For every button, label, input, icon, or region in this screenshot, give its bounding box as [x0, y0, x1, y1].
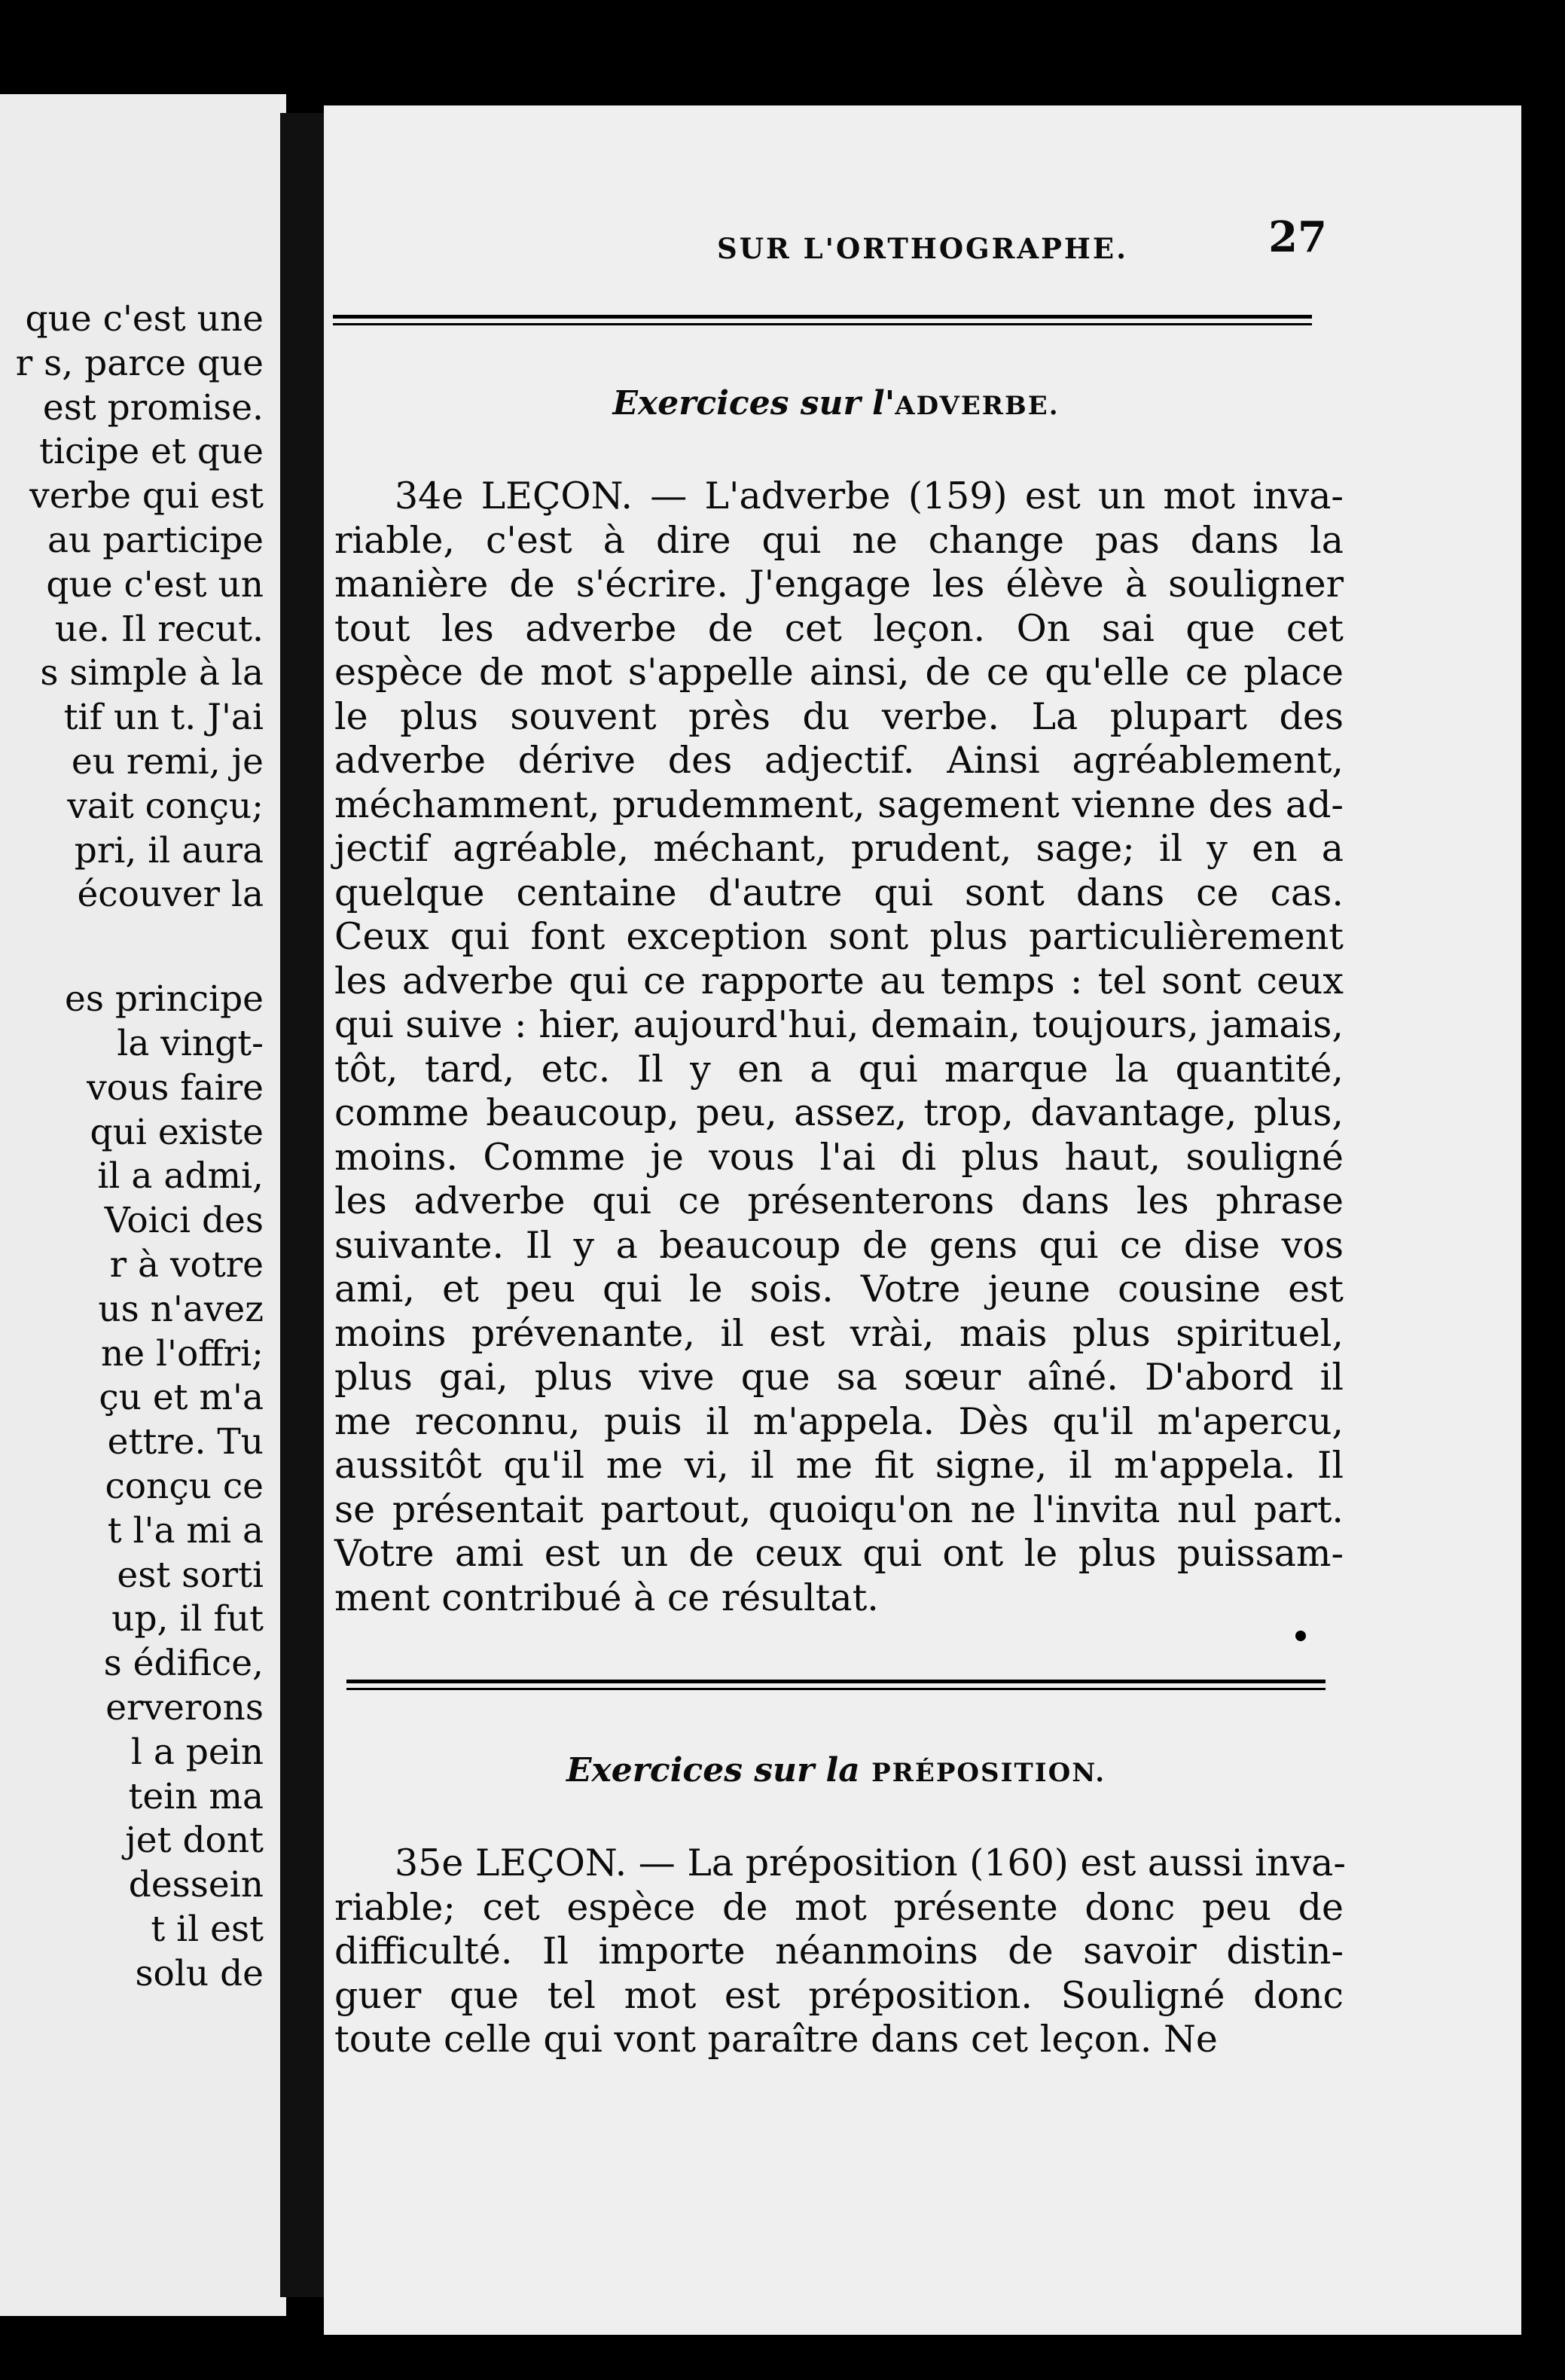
left-page-line: ticipe et que	[39, 431, 264, 473]
lesson-34-line: jectif agréable, méchant, prudent, sage; il y en a	[334, 827, 1344, 870]
lesson-35-line: difficulté. Il importe néanmoins de savoir distin-	[334, 1930, 1344, 1973]
left-page-line: qui existe	[90, 1111, 264, 1153]
lesson-35-line: guer que tel mot est préposition. Souligné donc	[334, 1973, 1344, 2017]
lesson-34-line: méchamment, prudemment, sagement vienne des ad-	[334, 783, 1344, 826]
lesson-34-text	[334, 474, 1344, 1620]
left-page-line: vous faire	[87, 1066, 264, 1109]
left-page-line: l a pein	[130, 1731, 264, 1773]
left-page-line: eu remi, je	[71, 740, 264, 783]
lesson-34-line: se présentait partout, quoiqu'on ne l'invita nul part.	[334, 1488, 1344, 1531]
left-page-line: au participe	[47, 519, 264, 561]
lesson-34-line: le plus souvent près du verbe. La plupart des	[334, 694, 1344, 738]
section-title-adverbe-prefix: Exercices sur l'	[612, 384, 895, 423]
lesson-34-line: moins. Comme je vous l'ai di plus haut, souligné	[334, 1135, 1344, 1179]
left-page-line: que c'est un	[46, 563, 264, 606]
section-title-preposition	[324, 1751, 1348, 1790]
left-page-line: r à votre	[109, 1243, 264, 1286]
left-page-line: s simple à la	[40, 652, 264, 694]
left-page-line: est sorti	[117, 1554, 264, 1596]
section-title-adverbe	[324, 384, 1348, 423]
section-title-adverbe-smallcaps: ADVERBE.	[895, 391, 1060, 421]
left-page-line: tein ma	[128, 1775, 264, 1817]
section-title-preposition-prefix: Exercices sur la	[566, 1751, 872, 1790]
lesson-34-line: moins prévenante, il est vrài, mais plus spirituel,	[334, 1311, 1344, 1355]
lesson-34-line: 34e LEÇON. — L'adverbe (159) est un mot inva-	[395, 474, 1344, 517]
left-page-line: up, il fut	[111, 1598, 264, 1640]
section-rule	[346, 1680, 1326, 1690]
lesson-34-line: tôt, tard, etc. Il y en a qui marque la quantité,	[334, 1047, 1344, 1091]
left-page-line: t il est	[151, 1908, 264, 1950]
lesson-34-line: Votre ami est un de ceux qui ont le plus puissam-	[334, 1532, 1344, 1575]
left-page-line: çu et m'a	[99, 1377, 264, 1419]
left-page-line: que c'est une	[25, 298, 264, 340]
lesson-34-line: espèce de mot s'appelle ainsi, de ce qu'elle ce place	[334, 651, 1344, 694]
left-page-line: dessein	[128, 1864, 264, 1906]
left-page-line: verbe qui est	[29, 475, 264, 517]
left-page-line: jet dont	[125, 1820, 264, 1862]
header-rule	[333, 315, 1312, 325]
page-number: 27	[1268, 212, 1327, 262]
lesson-34-line: plus gai, plus vive que sa sœur aîné. D'abord il	[334, 1356, 1344, 1399]
left-page-line	[8, 917, 264, 978]
ink-dot	[1295, 1631, 1306, 1641]
lesson-34-line: Ceux qui font exception sont plus particulièrement	[334, 915, 1344, 958]
lesson-34-line: qui suive : hier, aujourd'hui, demain, toujours, jamais,	[334, 1003, 1344, 1046]
lesson-35-line: 35e LEÇON. — La préposition (160) est aussi inva-	[395, 1841, 1346, 1884]
lesson-34-line: riable, c'est à dire qui ne change pas dans la	[334, 518, 1344, 562]
lesson-34-line: quelque centaine d'autre qui sont dans ce cas.	[334, 871, 1344, 914]
left-page-line: ne l'offri;	[101, 1332, 264, 1375]
section-title-preposition-smallcaps: PRÉPOSITION.	[871, 1758, 1106, 1788]
left-page-line: écouver la	[77, 874, 264, 916]
left-facing-page	[0, 94, 286, 2316]
lesson-34-line: les adverbe qui ce présenterons dans les phrase	[334, 1179, 1344, 1222]
left-page-line: tif un t. J'ai	[63, 697, 264, 739]
left-page-line: s édifice,	[103, 1643, 264, 1685]
left-page-line: ue. Il recut.	[54, 608, 264, 650]
left-page-line: Voici des	[104, 1200, 264, 1242]
lesson-35-text	[334, 1841, 1344, 2062]
left-page-line: t l'a mi a	[107, 1509, 264, 1552]
lesson-35-line: toute celle qui vont paraître dans cet leçon. Ne	[334, 2018, 1218, 2061]
left-page-line: r s, parce que	[15, 342, 264, 384]
lesson-34-line: les adverbe qui ce rapporte au temps : tel sont ceux	[334, 959, 1344, 1002]
lesson-34-line: suivante. Il y a beaucoup de gens qui ce dise vos	[334, 1223, 1344, 1267]
left-page-line: solu de	[135, 1952, 264, 1994]
lesson-35-line: riable; cet espèce de mot présente donc peu de	[334, 1885, 1344, 1929]
lesson-34-line: adverbe dérive des adjectif. Ainsi agréablement,	[334, 739, 1344, 782]
right-page	[324, 105, 1521, 2335]
lesson-34-line: me reconnu, puis il m'appela. Dès qu'il m'apercu,	[334, 1399, 1344, 1443]
left-page-line: est promise.	[42, 386, 264, 429]
lesson-34-line: aussitôt qu'il me vi, il me fit signe, il m'appela. Il	[334, 1444, 1344, 1487]
lesson-34-line: comme beaucoup, peu, assez, trop, davantage, plus,	[334, 1091, 1344, 1134]
left-page-line: ettre. Tu	[107, 1421, 264, 1463]
running-title: SUR L'ORTHOGRAPHE.	[717, 232, 1128, 265]
left-page-line: es principe	[65, 978, 264, 1021]
left-page-line: erverons	[105, 1686, 264, 1729]
left-page-text	[8, 298, 264, 1996]
lesson-34-line: manière de s'écrire. J'engage les élève à souligner	[334, 563, 1344, 606]
lesson-34-line: ment contribué à ce résultat.	[334, 1576, 879, 1619]
lesson-34-line: ami, et peu qui le sois. Votre jeune cousine est	[334, 1268, 1344, 1311]
left-page-line: la vingt-	[117, 1022, 264, 1064]
left-page-line: il a admi,	[97, 1155, 264, 1198]
left-page-line: us n'avez	[98, 1288, 264, 1330]
left-page-line: conçu ce	[105, 1465, 264, 1507]
left-page-line: vait conçu;	[67, 785, 264, 827]
left-page-line: pri, il aura	[74, 829, 264, 871]
lesson-34-line: tout les adverbe de cet leçon. On sai que cet	[334, 606, 1344, 650]
